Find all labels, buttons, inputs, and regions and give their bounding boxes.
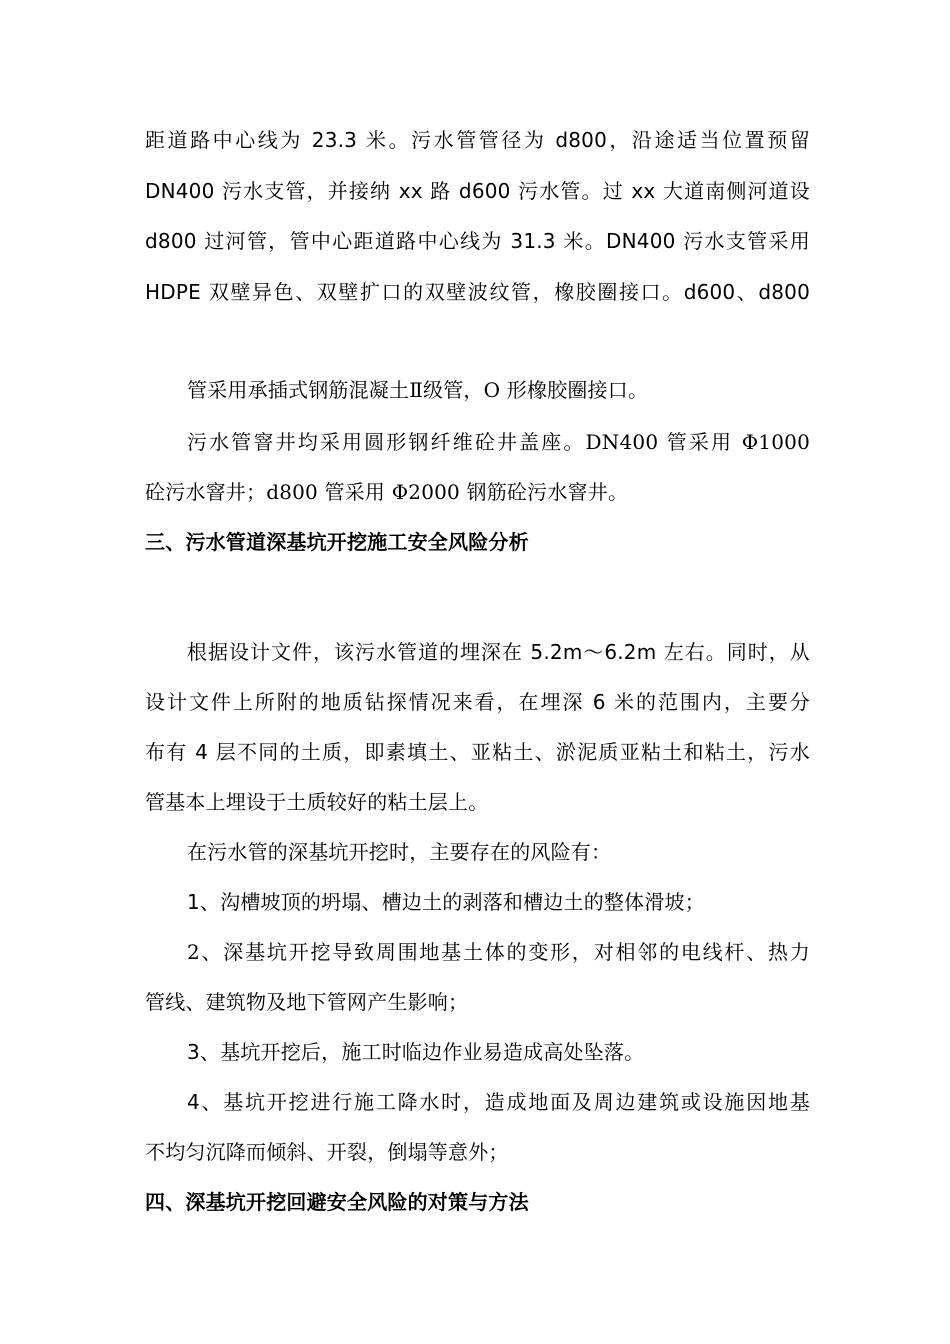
paragraph-line: 在污水管的深基坑开挖时，主要存在的风险有： [187,840,612,864]
paragraph-line: 根据设计文件，该污水管道的埋深在 5.2m～6.2m 左右。同时，从 [187,640,810,664]
list-item: 2、深基坑开挖导致周围地基土体的变形，对相邻的电线杆、热力 [187,940,810,964]
paragraph-line: HDPE 双壁异色、双壁扩口的双壁波纹管，橡胶圈接口。d600、d800 [145,280,810,304]
paragraph-line: 管基本上埋设于土质较好的粘土层上。 [145,790,489,814]
paragraph-line: 污水管窨井均采用圆形钢纤维砼井盖座。DN400 管采用 Φ1000 [187,430,810,454]
paragraph-line: 距道路中心线为 23.3 米。污水管管径为 d800，沿途适当位置预留 [145,128,810,152]
paragraph-line: 设计文件上所附的地质钻探情况来看，在埋深 6 米的范围内，主要分 [145,690,810,714]
list-item: 不均匀沉降而倾斜、开裂，倒塌等意外； [145,1140,509,1164]
list-item: 管线、建筑物及地下管网产生影响； [145,990,469,1014]
list-item: 3、基坑开挖后，施工时临边作业易造成高处坠落。 [187,1040,645,1064]
list-item: 4、基坑开挖进行施工降水时，造成地面及周边建筑或设施因地基 [187,1090,810,1114]
section-heading: 四、深基坑开挖回避安全风险的对策与方法 [145,1190,529,1214]
paragraph-line: 布有 4 层不同的土质，即素填土、亚粘土、淤泥质亚粘土和粘土，污水 [145,740,810,764]
list-item: 1、沟槽坡顶的坍塌、槽边土的剥落和槽边土的整体滑坡； [187,890,705,914]
paragraph-line: d800 过河管，管中心距道路中心线为 31.3 米。DN400 污水支管采用 [145,229,810,253]
paragraph-line: DN400 污水支管，并接纳 xx 路 d600 污水管。过 xx 大道南侧河道设 [145,179,810,203]
section-heading: 三、污水管道深基坑开挖施工安全风险分析 [145,530,529,554]
paragraph-line: 砼污水窨井；d800 管采用 Φ2000 钢筋砼污水窨井。 [145,480,629,504]
paragraph-line: 管采用承插式钢筋混凝土Ⅱ级管，O 形橡胶圈接口。 [187,378,649,402]
